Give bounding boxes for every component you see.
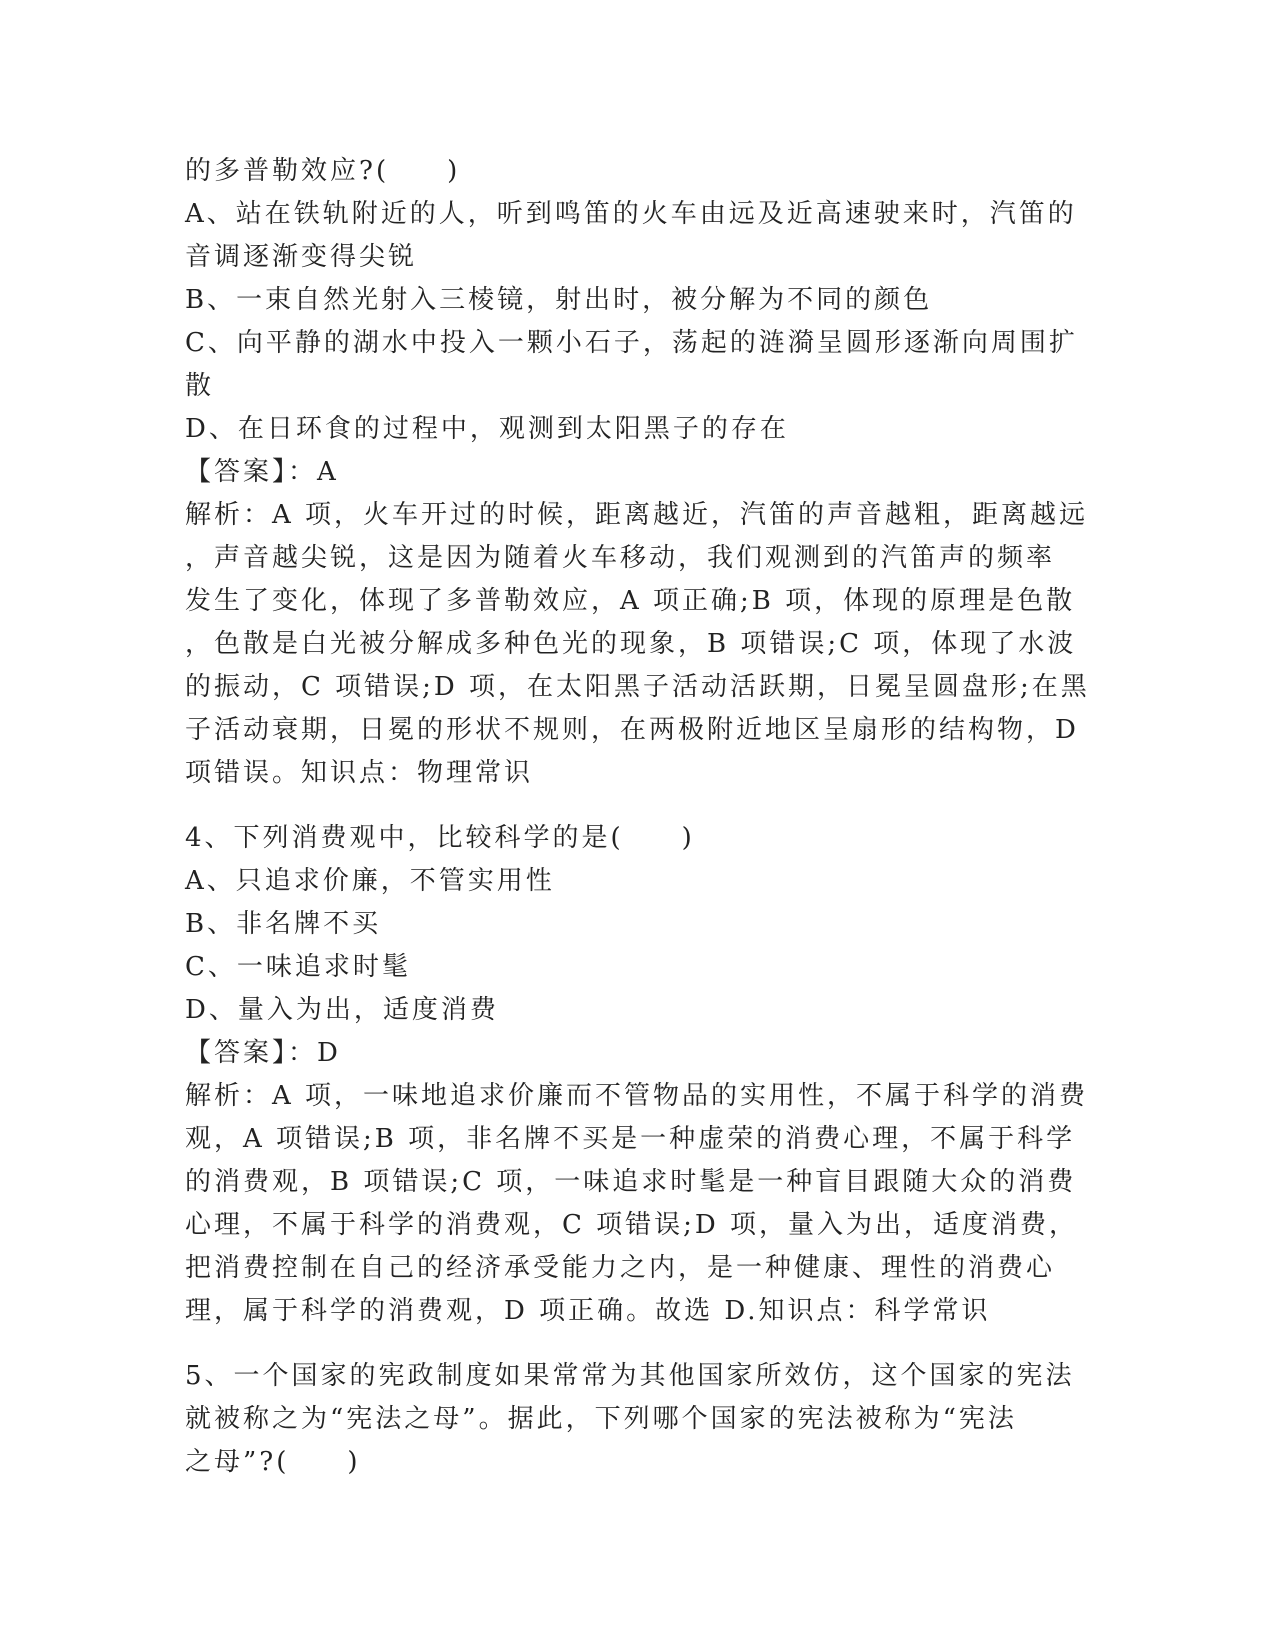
- q3-answer: 【答案】：A: [185, 457, 339, 487]
- q3-analysis-line: 解析：A 项，火车开过的时候，距离越近，汽笛的声音越粗，距离越远: [185, 500, 1089, 530]
- question-separator: [185, 1333, 1085, 1355]
- q4-stem: 4、下列消费观中，比较科学的是( ): [185, 823, 695, 853]
- q4-analysis-line: 理，属于科学的消费观，D 项正确。故选 D.知识点：科学常识: [185, 1296, 991, 1326]
- q4-option-d: D、量入为出，适度消费: [185, 995, 499, 1025]
- q3-analysis-line: 的振动，C 项错误;D 项，在太阳黑子活动活跃期，日冕呈圆盘形;在黑: [185, 672, 1090, 702]
- q3-analysis-line: 发生了变化，体现了多普勒效应，A 项正确;B 项，体现的原理是色散: [185, 586, 1076, 616]
- q4-analysis-line: 解析：A 项，一味地追求价廉而不管物品的实用性，不属于科学的消费: [185, 1081, 1089, 1111]
- q3-option-a-line2: 音调逐渐变得尖锐: [185, 242, 418, 272]
- q4-analysis-line: 心理，不属于科学的消费观，C 项错误;D 项，量入为出，适度消费，: [185, 1210, 1079, 1240]
- q3-option-c-line1: C、向平静的湖水中投入一颗小石子，荡起的涟漪呈圆形逐渐向周围扩: [185, 328, 1078, 358]
- q4-option-c: C、一味追求时髦: [185, 952, 411, 982]
- q3-analysis-line: ，色散是白光被分解成多种色光的现象，B 项错误;C 项，体现了水波: [185, 629, 1077, 659]
- q4-option-b: B、非名牌不买: [185, 909, 382, 939]
- q3-stem-tail: 的多普勒效应?( ): [185, 156, 461, 186]
- q5-stem-line: 5、一个国家的宪政制度如果常常为其他国家所效仿，这个国家的宪法: [185, 1361, 1075, 1391]
- q4-answer: 【答案】：D: [185, 1038, 341, 1068]
- q3-analysis-line: ，声音越尖锐，这是因为随着火车移动，我们观测到的汽笛声的频率: [185, 543, 1056, 573]
- q3-option-b: B、一束自然光射入三棱镜，射出时，被分解为不同的颜色: [185, 285, 933, 315]
- q4-option-a: A、只追求价廉，不管实用性: [185, 866, 555, 896]
- q3-analysis-line: 子活动衰期，日冕的形状不规则，在两极附近地区呈扇形的结构物，D: [185, 715, 1079, 745]
- question-separator: [185, 795, 1085, 817]
- q4-analysis-line: 观，A 项错误;B 项，非名牌不买是一种虚荣的消费心理，不属于科学: [185, 1124, 1076, 1154]
- document-page: [185, 150, 1090, 1484]
- q3-option-d: D、在日环食的过程中，观测到太阳黑子的存在: [185, 414, 789, 444]
- q5-stem-line: 就被称之为“宪法之母”。据此，下列哪个国家的宪法被称为“宪法: [185, 1404, 1017, 1434]
- q3-analysis-line: 项错误。知识点：物理常识: [185, 758, 534, 788]
- q3-option-c-line2: 散: [185, 371, 215, 401]
- q3-option-a-line1: A、站在铁轨附近的人，听到鸣笛的火车由远及近高速驶来时，汽笛的: [185, 199, 1077, 229]
- q4-analysis-line: 把消费控制在自己的经济承受能力之内，是一种健康、理性的消费心: [185, 1253, 1056, 1283]
- q4-analysis-line: 的消费观，B 项错误;C 项，一味追求时髦是一种盲目跟随大众的消费: [185, 1167, 1077, 1197]
- q5-stem-line: 之母”?( ): [185, 1447, 361, 1477]
